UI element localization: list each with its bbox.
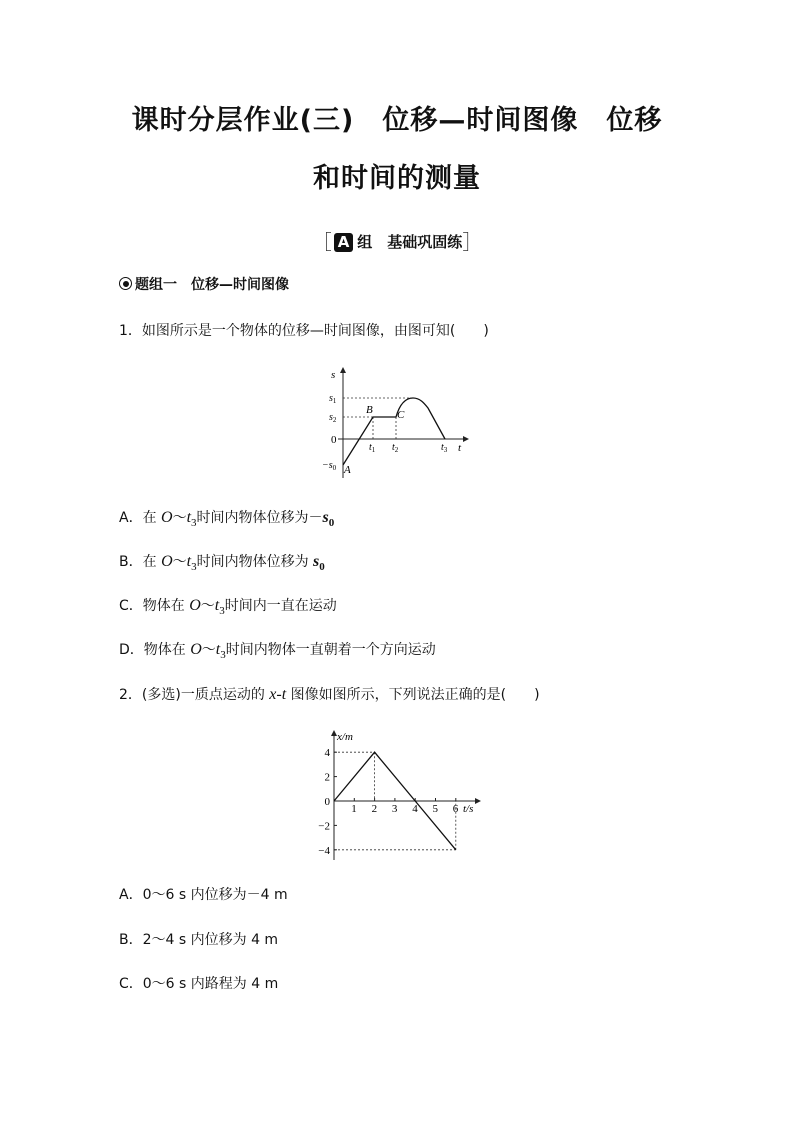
group-label <box>0 226 794 255</box>
fig1-tick-zero: 0 <box>331 434 337 446</box>
fig1-tick-t1: $t_1$ <box>369 442 376 454</box>
fig1-point-b: B <box>366 404 373 416</box>
chart2-x-tick-label: 3 <box>391 803 398 815</box>
figure-2-xt-chart <box>310 725 490 865</box>
figure-1-displacement-time <box>316 362 476 482</box>
chart2-y-tick-label: −2 <box>318 820 330 833</box>
fig1-tick-t3: $t_3$ <box>441 442 448 454</box>
chart2-y-label: x/m <box>337 731 353 743</box>
chart2-x-tick-label: 1 <box>351 803 357 815</box>
question-1-stem: 1．如图所示是一个物体的位移—时间图像，由图可知( ) <box>119 323 489 339</box>
q1-option-b[interactable]: B．在 $O\sim t_3$时间内物体位移为 $s_0$ <box>119 553 325 573</box>
fig1-tick-neg-s0: $-s_0$ <box>322 460 337 472</box>
section-heading-text: 题组一 位移—时间图像 <box>135 277 289 293</box>
q1-option-d[interactable]: D．物体在 $O\sim t_3$时间内物体一直朝着一个方向运动 <box>119 641 436 661</box>
chart2-x-tick-label: 2 <box>371 803 378 815</box>
bracket-open: ［ <box>311 230 332 254</box>
chart2-x-tick-label: 5 <box>432 803 438 815</box>
q1-option-c[interactable]: C．物体在 $O\sim t_3$时间内一直在运动 <box>119 597 337 617</box>
fig1-x-label: t <box>458 442 462 454</box>
q2-option-a[interactable]: A．0～6 s 内位移为－4 m <box>119 887 288 903</box>
chart2-y-tick-label: 2 <box>324 771 330 784</box>
chart2-x-label: t/s <box>463 803 474 815</box>
q2-option-c[interactable]: C．0～6 s 内路程为 4 m <box>119 976 279 992</box>
fig1-tick-s2: $s_2$ <box>329 412 337 424</box>
page-title-line1: 课时分层作业(三) 位移—时间图像 位移 <box>131 105 663 136</box>
chart2-x-tick-label: 4 <box>412 803 418 815</box>
fig1-point-a: A <box>344 464 351 476</box>
q2-option-b[interactable]: B．2～4 s 内位移为 4 m <box>119 932 279 948</box>
fig1-tick-t2: $t_2$ <box>392 442 399 454</box>
chart2-y-tick-label: −4 <box>318 844 330 857</box>
section-heading <box>119 274 289 294</box>
fig1-y-label: s <box>331 369 336 381</box>
chart2-x-tick-label: 6 <box>452 803 459 815</box>
fig1-tick-s1: $s_1$ <box>329 393 337 405</box>
bullet-circle-icon <box>119 277 132 290</box>
group-badge: A <box>334 233 354 252</box>
chart2-y-tick-label: 0 <box>324 796 330 808</box>
group-text: 组 基础巩固练 <box>357 233 463 251</box>
fig1-point-c: C <box>397 409 405 421</box>
fig1-curve <box>343 398 445 465</box>
q1-option-a[interactable]: A．在 $O\sim t_3$时间内物体位移为$-s_0$ <box>119 509 335 529</box>
bracket-close: ］ <box>462 230 483 254</box>
page-title-line2: 和时间的测量 <box>313 163 481 194</box>
chart2-y-tick-label: 4 <box>324 747 330 760</box>
question-2-stem: 2．(多选)一质点运动的 x-t 图像如图所示，下列说法正确的是( ) <box>119 686 540 703</box>
